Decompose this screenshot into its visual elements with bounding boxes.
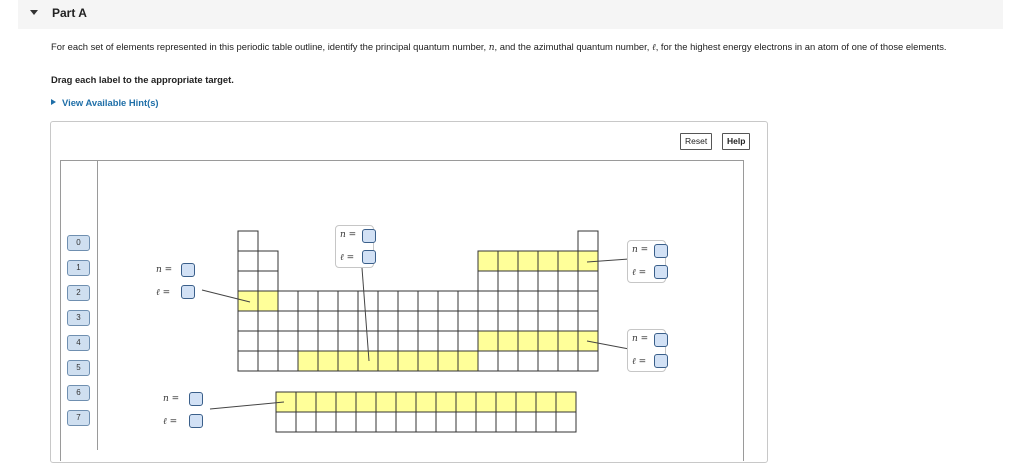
target-4-l-label: ℓ = xyxy=(632,357,647,367)
label-chip-0[interactable]: 0 xyxy=(67,235,90,251)
table-cell xyxy=(358,311,378,331)
table-cell xyxy=(578,231,598,251)
target-3-l-drop[interactable] xyxy=(654,265,668,279)
help-button[interactable]: Help xyxy=(722,133,750,150)
table-cell xyxy=(578,351,598,371)
table-cell xyxy=(478,291,498,311)
target-2-n-drop[interactable] xyxy=(362,229,376,243)
table-cell xyxy=(418,311,438,331)
f-block-cell xyxy=(416,412,436,432)
table-cell xyxy=(378,331,398,351)
table-cell xyxy=(578,311,598,331)
table-cell xyxy=(458,311,478,331)
label-chip-5[interactable]: 5 xyxy=(67,360,90,376)
f-block-cell xyxy=(556,412,576,432)
label-chip-6[interactable]: 6 xyxy=(67,385,90,401)
f-block-cell xyxy=(536,412,556,432)
table-cell xyxy=(518,311,538,331)
f-block-cell xyxy=(436,412,456,432)
table-cell xyxy=(238,251,258,271)
table-cell xyxy=(318,311,338,331)
table-cell xyxy=(258,271,278,291)
table-cell xyxy=(498,351,518,371)
table-cell xyxy=(238,271,258,291)
table-cell xyxy=(418,291,438,311)
table-cell xyxy=(498,271,518,291)
table-cell xyxy=(358,291,378,311)
table-cell xyxy=(318,331,338,351)
target-5-n-label: n = xyxy=(163,394,180,404)
f-block-cell xyxy=(496,412,516,432)
label-chip-4[interactable]: 4 xyxy=(67,335,90,351)
f-block-cell xyxy=(336,412,356,432)
f-block-cell xyxy=(376,412,396,432)
table-cell xyxy=(238,311,258,331)
target-4-n-label: n = xyxy=(632,334,649,344)
target-5-l-drop[interactable] xyxy=(189,414,203,428)
table-cell xyxy=(298,291,318,311)
table-cell xyxy=(538,291,558,311)
table-cell xyxy=(518,271,538,291)
table-cell xyxy=(478,351,498,371)
table-cell xyxy=(438,311,458,331)
table-cell xyxy=(578,271,598,291)
table-cell xyxy=(538,271,558,291)
table-cell xyxy=(558,351,578,371)
table-cell xyxy=(558,271,578,291)
table-cell xyxy=(338,311,358,331)
table-cell xyxy=(438,331,458,351)
table-cell xyxy=(238,351,258,371)
table-cell xyxy=(238,331,258,351)
table-cell xyxy=(538,311,558,331)
table-cell xyxy=(338,291,358,311)
table-cell xyxy=(278,351,298,371)
table-cell xyxy=(258,251,278,271)
table-cell xyxy=(538,351,558,371)
target-3-n-drop[interactable] xyxy=(654,244,668,258)
table-cell xyxy=(238,231,258,251)
highlight-f-block-row xyxy=(276,392,576,412)
f-block-cell xyxy=(356,412,376,432)
table-cell xyxy=(298,331,318,351)
table-cell xyxy=(338,331,358,351)
table-cell xyxy=(398,291,418,311)
target-1-l-drop[interactable] xyxy=(181,285,195,299)
target-5-n-drop[interactable] xyxy=(189,392,203,406)
table-cell xyxy=(258,351,278,371)
label-chip-2[interactable]: 2 xyxy=(67,285,90,301)
target-1-n-drop[interactable] xyxy=(181,263,195,277)
table-cell xyxy=(278,291,298,311)
target-5-l-label: ℓ = xyxy=(163,417,178,427)
f-block-cell xyxy=(456,412,476,432)
table-cell xyxy=(558,291,578,311)
table-cell xyxy=(398,311,418,331)
target-3-n-label: n = xyxy=(632,245,649,255)
table-cell xyxy=(498,311,518,331)
reset-button[interactable]: Reset xyxy=(680,133,712,150)
table-cell xyxy=(438,291,458,311)
table-cell xyxy=(478,311,498,331)
table-cell xyxy=(458,331,478,351)
f-block-cell xyxy=(516,412,536,432)
part-title: Part A xyxy=(52,6,87,20)
table-cell xyxy=(258,311,278,331)
table-cell xyxy=(498,291,518,311)
table-cell xyxy=(518,291,538,311)
question-text: For each set of elements represented in this periodic table outline, identify the principal quantum number, n, and the azimuthal quantum number, ℓ, for the highest energy electrons in an atom of one of those elements. xyxy=(51,41,947,53)
view-hints-link[interactable]: View Available Hint(s) xyxy=(51,97,159,108)
table-cell xyxy=(298,311,318,331)
table-cell xyxy=(378,311,398,331)
f-block-cell xyxy=(476,412,496,432)
target-1-n-label: n = xyxy=(156,265,173,275)
label-chip-1[interactable]: 1 xyxy=(67,260,90,276)
target-4-n-drop[interactable] xyxy=(654,333,668,347)
table-cell xyxy=(318,291,338,311)
f-block-cell xyxy=(296,412,316,432)
f-block-cell xyxy=(316,412,336,432)
table-cell xyxy=(398,331,418,351)
table-cell xyxy=(578,291,598,311)
table-cell xyxy=(558,311,578,331)
target-3-l-label: ℓ = xyxy=(632,268,647,278)
drag-instruction: Drag each label to the appropriate target. xyxy=(51,74,234,85)
table-cell xyxy=(458,291,478,311)
f-block-cell xyxy=(276,412,296,432)
table-cell xyxy=(278,331,298,351)
highlight-d-block-period-5 xyxy=(298,351,478,371)
label-chip-3[interactable]: 3 xyxy=(67,310,90,326)
target-2-n-label: n = xyxy=(340,230,357,240)
target-4-l-drop[interactable] xyxy=(654,354,668,368)
n-symbol: n xyxy=(488,43,495,53)
table-cell xyxy=(278,311,298,331)
table-cell xyxy=(478,271,498,291)
table-cell xyxy=(518,351,538,371)
table-cell xyxy=(378,291,398,311)
target-2-l-label: ℓ = xyxy=(340,253,355,263)
label-chip-7[interactable]: 7 xyxy=(67,410,90,426)
f-block-cell xyxy=(396,412,416,432)
target-2-l-drop[interactable] xyxy=(362,250,376,264)
target-1-l-label: ℓ = xyxy=(156,288,171,298)
table-cell xyxy=(258,331,278,351)
table-cell xyxy=(418,331,438,351)
l-symbol: ℓ xyxy=(651,43,656,53)
